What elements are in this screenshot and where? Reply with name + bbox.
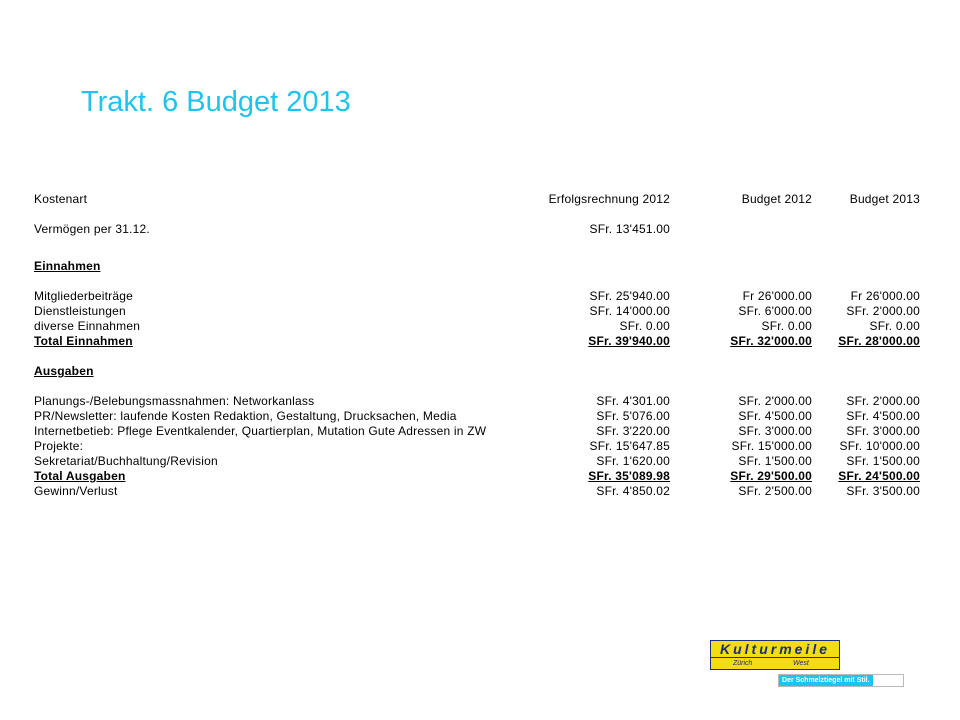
row-value-budget-2012: SFr. 4'500.00 bbox=[738, 409, 812, 423]
row-label: diverse Einnahmen bbox=[34, 319, 141, 333]
row-value-budget-2012: SFr. 6'000.00 bbox=[738, 304, 812, 318]
row-label: Planungs-/Belebungsmassnahmen: Networkanlass bbox=[34, 394, 315, 408]
row-value-erfolgsrechnung: SFr. 14'000.00 bbox=[589, 304, 670, 318]
row-value-budget-2012: SFr. 1'500.00 bbox=[738, 454, 812, 468]
row-value-budget-2012: SFr. 2'500.00 bbox=[738, 484, 812, 498]
row-value-budget-2013: SFr. 2'000.00 bbox=[846, 394, 920, 408]
row-value-budget-2013: SFr. 0.00 bbox=[869, 319, 920, 333]
row-value-budget-2013: SFr. 3'000.00 bbox=[846, 424, 920, 438]
row-value-budget-2013: SFr. 28'000.00 bbox=[838, 334, 920, 348]
row-value-erfolgsrechnung: SFr. 5'076.00 bbox=[596, 409, 670, 423]
row-value-erfolgsrechnung: SFr. 4'850.02 bbox=[596, 484, 670, 498]
gewinn-verlust-row bbox=[34, 484, 922, 499]
table-row bbox=[34, 394, 922, 409]
einnahmen-heading-row bbox=[34, 259, 922, 274]
row-label: Total Ausgaben bbox=[34, 469, 126, 483]
row-label: Dienstleistungen bbox=[34, 304, 126, 318]
row-label: Total Einnahmen bbox=[34, 334, 133, 348]
einnahmen-heading: Einnahmen bbox=[34, 259, 101, 273]
table-row bbox=[34, 319, 922, 334]
row-label: Internetbetieb: Pflege Eventkalender, Quartierplan, Mutation Gute Adressen in ZW bbox=[34, 424, 487, 438]
row-label: Sekretariat/Buchhaltung/Revision bbox=[34, 454, 218, 468]
header-kostenart: Kostenart bbox=[34, 192, 88, 206]
table-row bbox=[34, 424, 922, 439]
row-value-budget-2012: SFr. 2'000.00 bbox=[738, 394, 812, 408]
row-value-erfolgsrechnung: SFr. 15'647.85 bbox=[589, 439, 670, 453]
header-budget-2013: Budget 2013 bbox=[849, 192, 920, 206]
table-row bbox=[34, 439, 922, 454]
row-value-erfolgsrechnung: SFr. 39'940.00 bbox=[588, 334, 670, 348]
row-value-budget-2012: Fr 26'000.00 bbox=[742, 289, 812, 303]
header-erfolgsrechnung-2012: Erfolgsrechnung 2012 bbox=[548, 192, 670, 206]
row-label: Projekte: bbox=[34, 439, 84, 453]
row-label: PR/Newsletter: laufende Kosten Redaktion, Gestaltung, Drucksachen, Media bbox=[34, 409, 457, 423]
row-value-erfolgsrechnung: SFr. 35'089.98 bbox=[588, 469, 670, 483]
row-value-erfolgsrechnung: SFr. 0.00 bbox=[619, 319, 670, 333]
table-row bbox=[34, 454, 922, 469]
logo-tagline: Der Schmelztiegel mit Stil. bbox=[779, 675, 873, 686]
total-ausgaben-row bbox=[34, 469, 922, 484]
row-value-erfolgsrechnung: SFr. 1'620.00 bbox=[596, 454, 670, 468]
table-row bbox=[34, 304, 922, 319]
ausgaben-heading: Ausgaben bbox=[34, 364, 94, 378]
row-value-erfolgsrechnung: SFr. 4'301.00 bbox=[596, 394, 670, 408]
ausgaben-heading-row bbox=[34, 364, 922, 379]
row-value-erfolgsrechnung: SFr. 3'220.00 bbox=[596, 424, 670, 438]
total-einnahmen-row bbox=[34, 334, 922, 349]
logo-sub-right: West bbox=[793, 660, 809, 667]
header-budget-2012: Budget 2012 bbox=[741, 192, 812, 206]
vermoegen-row bbox=[34, 222, 922, 237]
kulturmeile-logo bbox=[710, 640, 840, 671]
tagline-box bbox=[778, 674, 904, 687]
row-label: Mitgliederbeiträge bbox=[34, 289, 133, 303]
logo-subline bbox=[710, 658, 840, 670]
row-value-budget-2013: Fr 26'000.00 bbox=[850, 289, 920, 303]
row-value-budget-2013: SFr. 4'500.00 bbox=[846, 409, 920, 423]
row-value-budget-2012: SFr. 3'000.00 bbox=[738, 424, 812, 438]
row-value-budget-2012: SFr. 29'500.00 bbox=[730, 469, 812, 483]
row-value-erfolgsrechnung: SFr. 25'940.00 bbox=[589, 289, 670, 303]
row-value-erfolgsrechnung: SFr. 13'451.00 bbox=[589, 222, 670, 236]
logo-name: Kulturmeile bbox=[710, 640, 840, 658]
table-row bbox=[34, 409, 922, 424]
row-value-budget-2013: SFr. 1'500.00 bbox=[846, 454, 920, 468]
table-row bbox=[34, 289, 922, 304]
row-value-budget-2012: SFr. 15'000.00 bbox=[731, 439, 812, 453]
row-value-budget-2012: SFr. 0.00 bbox=[761, 319, 812, 333]
table-header-row bbox=[34, 192, 922, 207]
row-value-budget-2013: SFr. 2'000.00 bbox=[846, 304, 920, 318]
page-title: Trakt. 6 Budget 2013 bbox=[81, 86, 351, 118]
row-value-budget-2013: SFr. 10'000.00 bbox=[839, 439, 920, 453]
row-value-budget-2013: SFr. 3'500.00 bbox=[846, 484, 920, 498]
row-value-budget-2013: SFr. 24'500.00 bbox=[838, 469, 920, 483]
row-label: Gewinn/Verlust bbox=[34, 484, 118, 498]
budget-table bbox=[34, 192, 922, 499]
row-label: Vermögen per 31.12. bbox=[34, 222, 150, 236]
row-value-budget-2012: SFr. 32'000.00 bbox=[730, 334, 812, 348]
logo-sub-left: Zürich bbox=[733, 660, 753, 667]
